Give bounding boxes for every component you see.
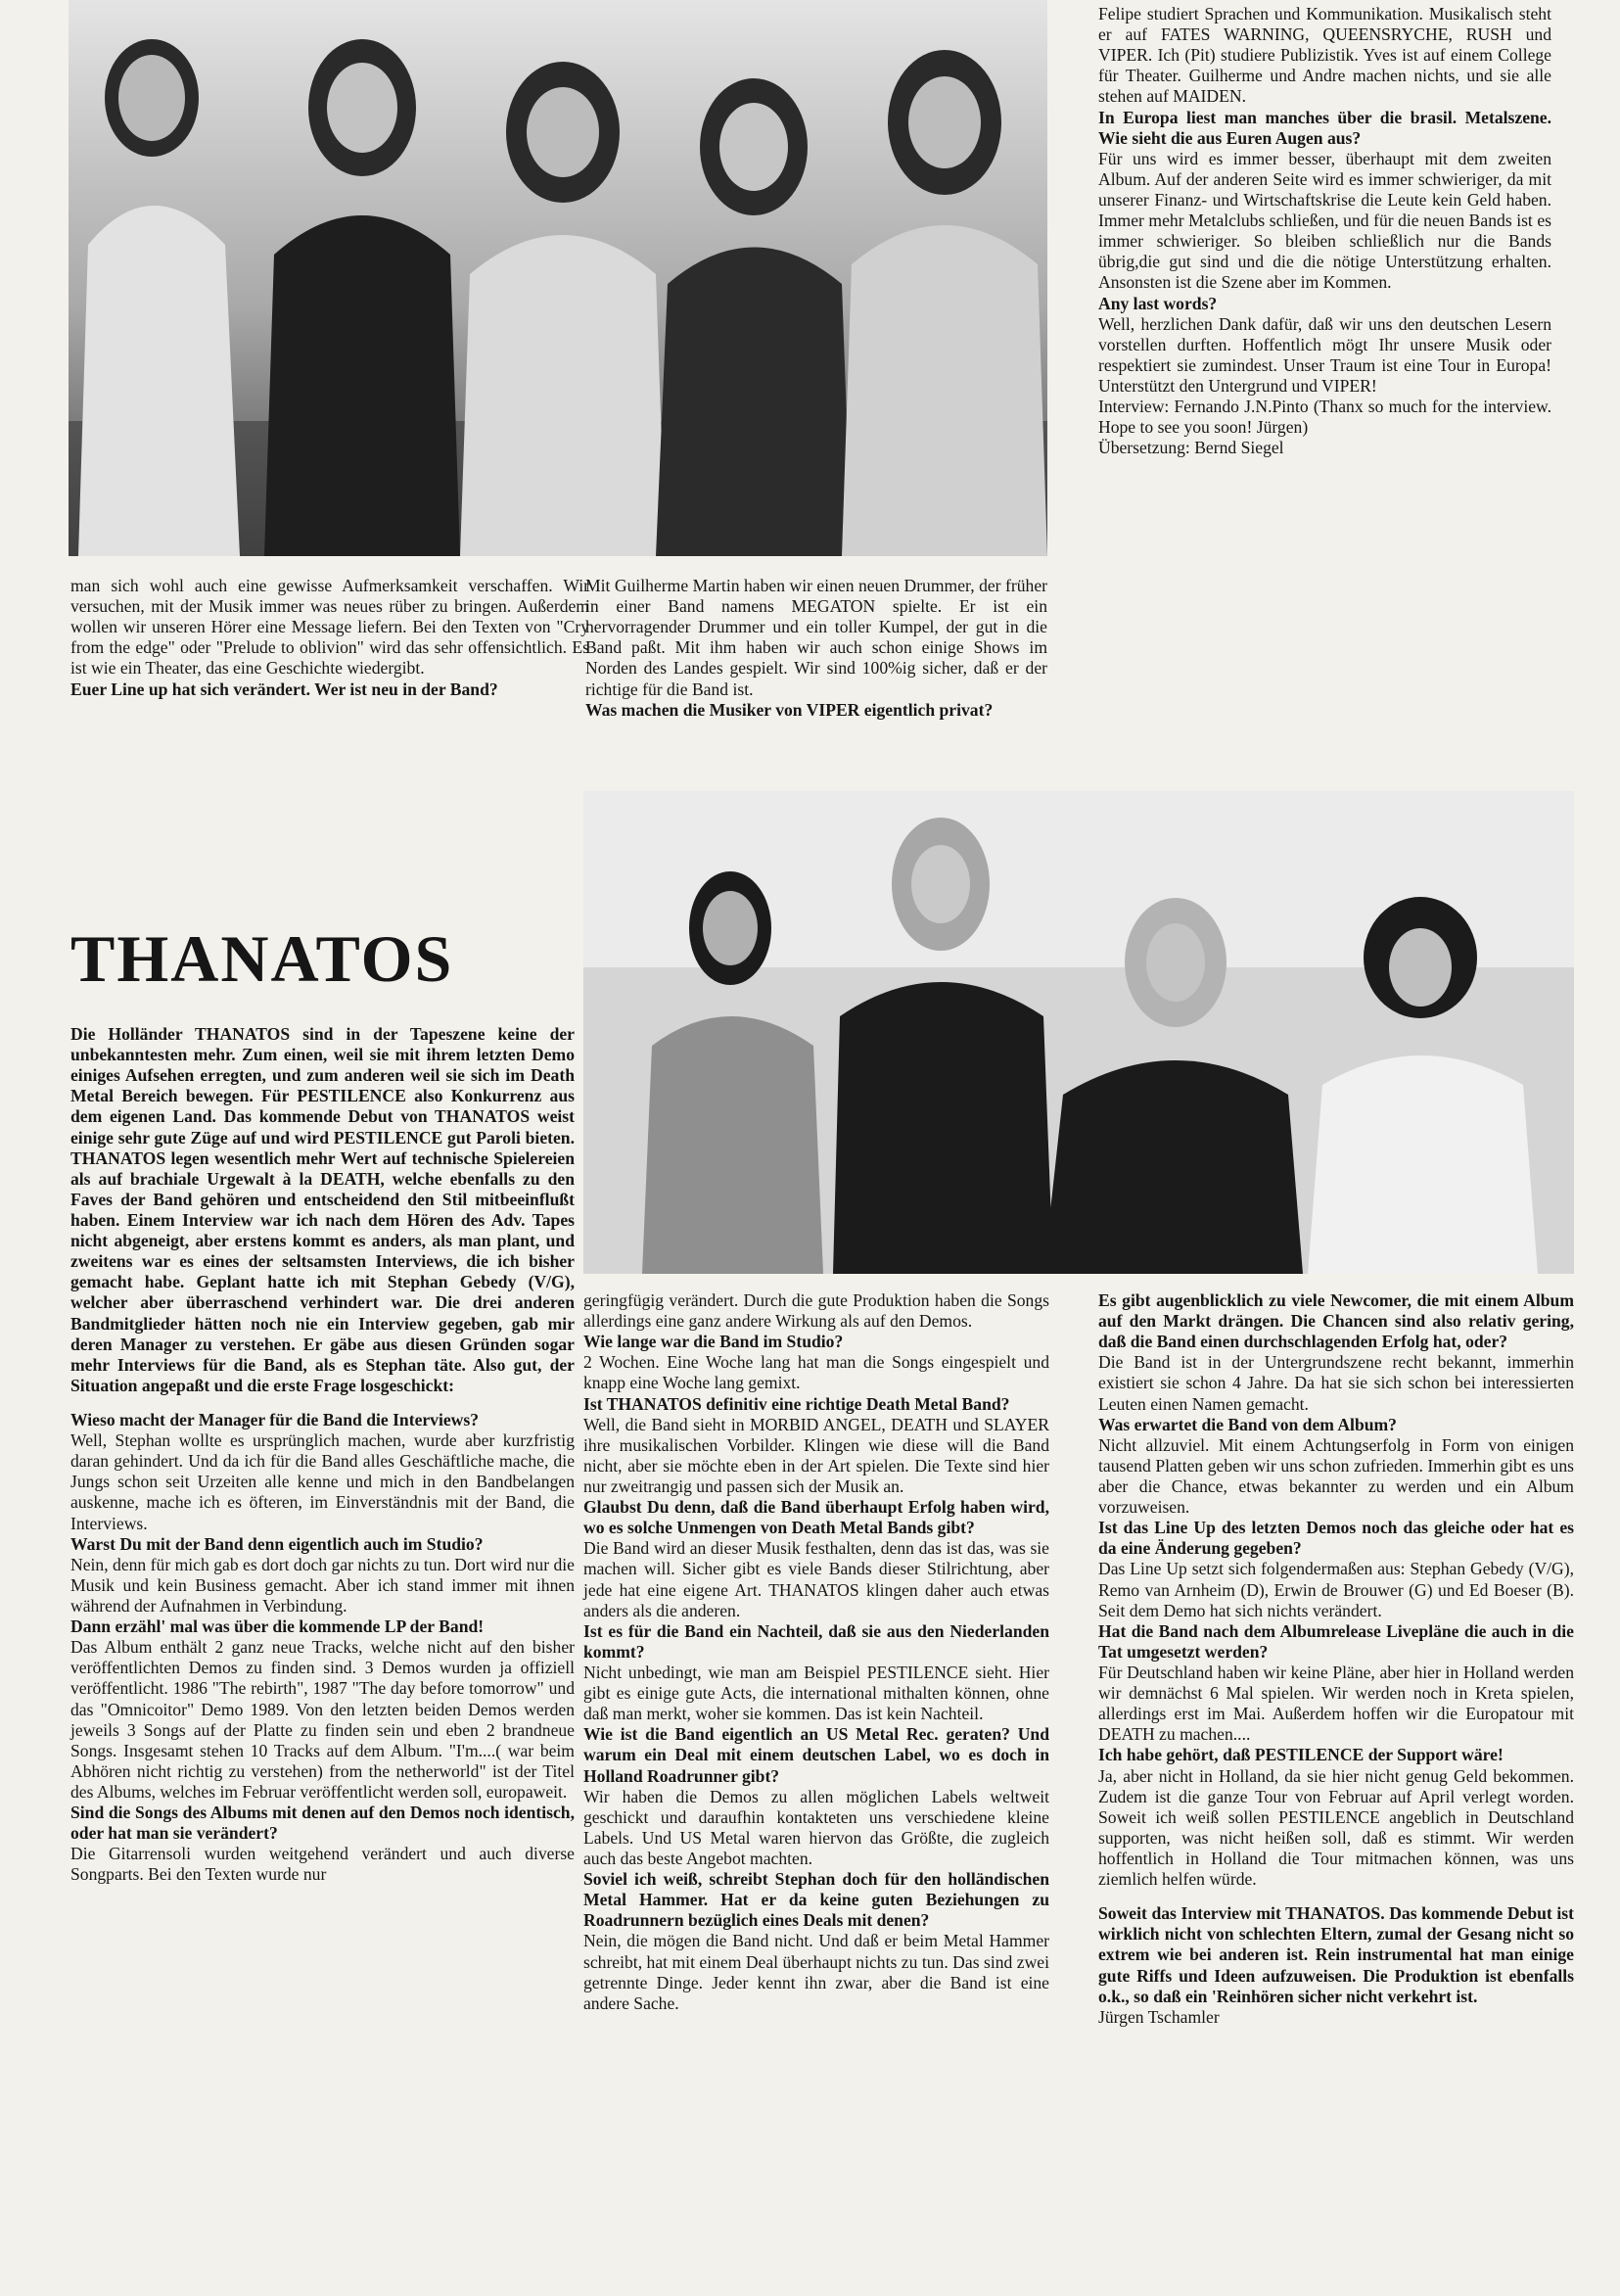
body-paragraph: Well, die Band sieht in MORBID ANGEL, DEATH und SLAYER ihre musikalischen Vorbilder. Klingen wie diese will die Band nicht, aber sie möchte eben in der Art spielen. Die Texte sind hier nur zweitrangig und passen sich der Musik an. [583,1414,1049,1496]
body-paragraph: Well, herzlichen Dank dafür, daß wir uns den deutschen Lesern vorstellen durften. Hoffentlich mögt Ihr unsere Musik oder respektiert sie zumindest. Unser Traum ist eine Tour in Europa! Unterstützt den Untergrund und VIPER! [1098,313,1551,396]
body-paragraph: Die Band ist in der Untergrundszene recht bekannt, immerhin existiert sie schon 4 Jahre. Da hat sie sich schon bei interessierten Leuten einen Namen gemacht. [1098,1352,1574,1414]
viper-column-1 [70,576,589,700]
body-paragraph: Ja, aber nicht in Holland, da sie hier nicht genug Geld bekommen. Zudem ist die ganze Tour von Februar auf April verlegt worden. Soweit ich weiß sollen PESTILENCE angeblich in Deutschland supporten, was nicht heißen soll, daß es stimmt. Wir werden hoffentlich in Holland die Tour mitmachen können, was uns ziemlich helfen würde. [1098,1765,1574,1890]
thanatos-band-photo-art [583,791,1574,1274]
viper-column-3 [1098,4,1551,458]
body-paragraph: Die Band wird an dieser Musik festhalten, denn das ist das, was sie machen will. Sicher gibt es viele Bands dieser Stilrichtung, aber jede hat eine eigene Art. THANATOS klingen daher auch etwas anders als die anderen. [583,1538,1049,1620]
body-paragraph: Nicht allzuviel. Mit einem Achtungserfolg in Form von einigen tausend Platten geben wir uns schon zufrieden. Immerhin gibt es uns aber die Chance, etwas bekannter zu werden und ein Album vorzuweisen. [1098,1434,1574,1518]
body-paragraph: Nicht unbedingt, wie man am Beispiel PESTILENCE sieht. Hier gibt es einige gute Acts, die international mithalten können, ohne daß man merkt, woher sie kommen. Das ist kein Nachteil. [583,1662,1049,1724]
body-paragraph: Well, Stephan wollte es ursprünglich machen, wurde aber kurzfristig daran gehindert. Und da ich für die Band alles Geschäftliche mache, die Jungs schon seit Urzeiten alle kenne und mich in den Bandbelangen auskenne, mache ich es öfteren, im Einverständnis mit der Band, die Interviews. [70,1430,575,1533]
question-paragraph: Soweit das Interview mit THANATOS. Das kommende Debut ist wirklich nicht von schlechten Eltern, zumal der Gesang nicht so extrem wie bei anderen ist. Rein instrumental hat man einige gute Riffs und Ideen aufzuweisen. Die Produktion ist ebenfalls o.k., so daß ein 'Reinhören sicher nicht verkehrt ist. [1098,1903,1574,2006]
question-paragraph: Ich habe gehört, daß PESTILENCE der Support wäre! [1098,1745,1504,1765]
body-paragraph: Das Line Up setzt sich folgendermaßen aus: Stephan Gebedy (V/G), Remo van Arnheim (D), Erwin de Brouwer (G) und Ed Boeser (B). Seit dem Demo hat sich nichts verändert. [1098,1559,1574,1620]
question-paragraph: Ist das Line Up des letzten Demos noch das gleiche oder hat es da eine Änderung gegeben? [1098,1518,1574,1559]
question-paragraph: Was machen die Musiker von VIPER eigentlich privat? [585,699,994,720]
body-paragraph: Für Deutschland haben wir keine Pläne, aber hier in Holland werden wir demnächst 6 Mal spielen. Wir werden noch in Kreta spielen, allerdings erst im Mai. Außerdem hoffen wir die Europatour mit DEATH zu machen.... [1098,1662,1574,1745]
paragraph-spacer [1098,1890,1574,1903]
question-paragraph: Ist THANATOS definitiv eine richtige Death Metal Band? [583,1393,1010,1414]
body-paragraph: Mit Guilherme Martin haben wir einen neuen Drummer, der früher in einer Band namens MEGATON spielte. Er ist ein hervorragender Drummer und ein toller Kumpel, der gut in die Band paßt. Mit ihm haben wir auch schon einige Shows im Norden des Landes gespielt. Wir sind 100%ig sicher, daß er der richtige für die Band ist. [585,576,1047,699]
viper-band-photo [69,0,1047,556]
question-paragraph: Warst Du mit der Band denn eigentlich auch im Studio? [70,1533,484,1554]
body-paragraph: Die Gitarrensoli wurden weitgehend verändert und auch diverse Songparts. Bei den Texten wurde nur [70,1844,575,1885]
question-paragraph: Dann erzähl' mal was über die kommende LP der Band! [70,1617,485,1637]
body-paragraph: geringfügig verändert. Durch die gute Produktion haben die Songs allerdings eine ganz andere Wirkung als auf den Demos. [583,1290,1049,1332]
question-paragraph: Hat die Band nach dem Albumrelease Livepläne die auch in die Tat umgesetzt werden? [1098,1620,1574,1662]
viper-band-photo-art [69,0,1047,556]
question-paragraph: In Europa liest man manches über die brasil. Metalszene. Wie sieht die aus Euren Augen aus? [1098,107,1551,148]
body-paragraph: Das Album enthält 2 ganz neue Tracks, welche nicht auf den bisher veröffentlichten Demos zu finden sind. 3 Demos wurden ja offiziell veröffentlicht. 1986 "The rebirth", 1987 "The day before tomorrow" und das "Omnicoitor" Demo 1989. Von den letzten beiden Demos werden jeweils 3 Songs auf der Platte zu finden sein und eben 2 brandneue Songs. Insgesamt stehen 10 Tracks auf dem Album. "I'm....( war beim Abhören nicht richtig zu verstehen) from the netherworld" ist der Titel des Albums, welches im Februar veröffentlicht werden soll, europaweit. [70,1637,575,1802]
question-paragraph: Es gibt augenblicklich zu viele Newcomer, die mit einem Album auf den Markt drängen. Die Chancen sind also relativ gering, daß die Band einen durchschlagenden Erfolg hat, oder? [1098,1290,1574,1352]
question-paragraph: Wie ist die Band eigentlich an US Metal Rec. geraten? Und warum ein Deal mit einem deutschen Label, wo es doch in Holland Roadrunner gibt? [583,1724,1049,1786]
thanatos-column-2 [583,1290,1049,2014]
body-paragraph: Übersetzung: Bernd Siegel [1098,438,1284,458]
body-paragraph: Felipe studiert Sprachen und Kommunikation. Musikalisch steht er auf FATES WARNING, QUEENSRYCHE, RUSH und VIPER. Ich (Pit) studiere Publizistik. Yves ist auf einem College für Theater. Guilherme und Andre machen nichts, und sie alle stehen auf MAIDEN. [1098,4,1551,107]
body-paragraph: Jürgen Tschamler [1098,2006,1220,2027]
body-paragraph: Interview: Fernando J.N.Pinto (Thanx so much for the interview. Hope to see you soon! Jürgen) [1098,397,1551,438]
question-paragraph: Any last words? [1098,293,1218,313]
question-paragraph: Sind die Songs des Albums mit denen auf den Demos noch identisch, oder hat man sie verändert? [70,1803,575,1844]
viper-column-2 [585,576,1047,721]
paragraph-spacer [70,1396,575,1410]
question-paragraph: Wie lange war die Band im Studio? [583,1332,844,1352]
thanatos-column-1 [70,1024,575,1885]
question-paragraph: Soviel ich weiß, schreibt Stephan doch für den holländischen Metal Hammer. Hat er da keine guten Beziehungen zu Roadrunnern bezüglich eines Deals mit denen? [583,1869,1049,1931]
body-paragraph: man sich wohl auch eine gewisse Aufmerksamkeit verschaffen. Wir versuchen, mit der Musik immer was neues rüber zu bringen. Außerdem wollen wir unseren Hörer eine Message liefern. Bei den Texten von "Cry from the edge" oder "Prelude to oblivion" wird das sehr offensichtlich. Es ist wie ein Theater, das eine Geschichte wiedergibt. [70,576,589,679]
thanatos-column-3 [1098,1290,1574,2028]
body-paragraph: Wir haben die Demos zu allen möglichen Labels weltweit geschickt und daraufhin kontakteten uns verschiedene kleine Labels. Und US Metal waren hiervon das Größte, die zugleich auch das beste Angebot machten. [583,1786,1049,1868]
question-paragraph: Ist es für die Band ein Nachteil, daß sie aus den Niederlanden kommt? [583,1620,1049,1662]
question-paragraph: Euer Line up hat sich verändert. Wer ist neu in der Band? [70,679,498,699]
thanatos-band-photo [583,791,1574,1274]
question-paragraph: Glaubst Du denn, daß die Band überhaupt Erfolg haben wird, wo es solche Unmengen von Death Metal Bands gibt? [583,1497,1049,1538]
question-paragraph: Wieso macht der Manager für die Band die Interviews? [70,1409,480,1429]
thanatos-headline: THANATOS [70,921,454,996]
question-paragraph: Was erwartet die Band von dem Album? [1098,1414,1397,1434]
body-paragraph: 2 Wochen. Eine Woche lang hat man die Songs eingespielt und knapp eine Woche lang gemixt. [583,1352,1049,1393]
body-paragraph: Für uns wird es immer besser, überhaupt mit dem zweiten Album. Auf der anderen Seite wird es immer schwieriger, da mit unserer Finanz- und Wirtschaftskrise die Leute kein Geld haben. Immer mehr Metalclubs schließen, und für die neuen Bands ist es immer schwieriger. So bleiben schließlich nur die Bands übrig,die gut sind und die die nötige Unterstützung erhalten. Ansonsten ist die Szene aber im Kommen. [1098,148,1551,293]
body-paragraph: Nein, denn für mich gab es dort doch gar nichts zu tun. Dort wird nur die Musik und kein Business gemacht. Aber ich stand immer mit ihnen während der Aufnahmen in Verbindung. [70,1554,575,1616]
body-paragraph: Nein, die mögen die Band nicht. Und daß er beim Metal Hammer schreibt, hat mit einem Deal überhaupt nichts zu tun. Das sind zwei getrennte Dinge. Jeder kennt ihn zwar, aber die Band ist eine andere Sache. [583,1931,1049,2013]
question-paragraph: Die Holländer THANATOS sind in der Tapeszene keine der unbekanntesten mehr. Zum einen, weil sie mit ihrem letzten Demo einiges Aufsehen erregten, und zum anderen weil sie sich im Death Metal Bereich bewegen. Für PESTILENCE also Konkurrenz aus dem eigenen Land. Das kommende Debut von THANATOS weist einige sehr gute Züge auf und wird PESTILENCE gut Paroli bieten. THANATOS legen wesentlich mehr Wert auf technische Spielereien als auf brachiale Urgewalt à la DEATH, welche ebenfalls zu den Faves der Band gehören und entscheidend den Stil mitbeeinflußt haben. Einem Interview war ich nach dem Hören des Adv. Tapes nicht abgeneigt, aber erstens kommt es anders, als man plant, und zweitens war es eines der seltsamsten Interviews, die ich bisher gemacht habe. Geplant hatte ich mit Stephan Gebedy (V/G), welcher aber überraschend verhindert war. Die drei anderen Bandmitglieder hätten noch nie ein Interview gegeben, gab mir deren Manager zu verstehen. Er gäbe aus diesen Gründen sogar mehr Interviews für die Band, als es Stephan täte. Also gut, der Situation angepaßt und die erste Frage losgeschickt: [70,1024,575,1395]
